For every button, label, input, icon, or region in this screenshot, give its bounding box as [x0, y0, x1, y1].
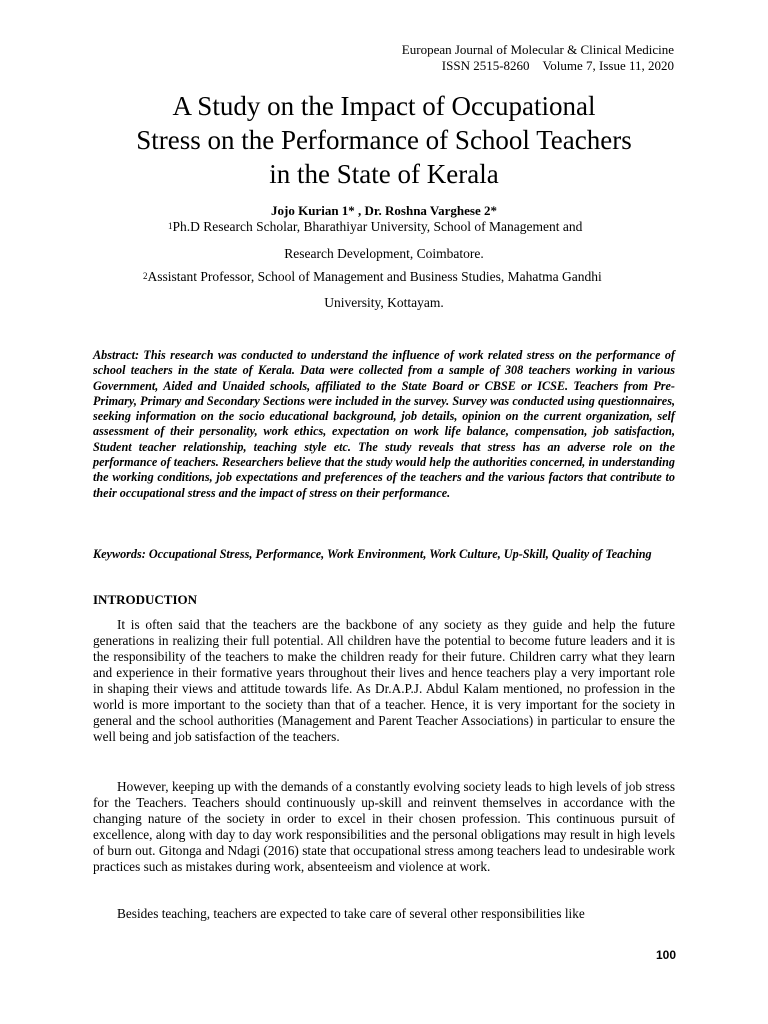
keywords: Keywords: Occupational Stress, Performance, Work Environment, Work Culture, Up-Skill, Quality of Teaching — [93, 547, 652, 561]
issn: ISSN 2515-8260 — [441, 58, 530, 73]
abstract: Abstract: This research was conducted to understand the influence of work related stress on the performance of school teachers in the state of Kerala. Data were collected from a sample of 308 teachers working in various Government, Aided and Unaided schools, affiliated to the State Board or CBSE or ICSE. Teachers from Pre-Primary, Primary and Secondary Sections were included in the survey. Survey was conducted using questionnaires, seeking information on the socio educational background, job details, opinion on the current organization, self assessment of their personality, work ethics, expectation on work life balance, compensation, job satisfaction, Student teacher relationship, teaching style etc. The study reveals that stress has an adverse role on the performance of teachers. Researchers believe that the study would help the authorities concerned, in understanding the working conditions, job expectations and preferences of the teachers and the various factors that contribute to their occupational stress and the impact of stress on their performance. — [93, 348, 675, 500]
title-line-2: Stress on the Performance of School Teachers — [136, 125, 632, 155]
running-header — [402, 42, 674, 74]
title-line-3: in the State of Kerala — [269, 159, 499, 189]
affiliation-1-mark: 1 — [168, 221, 173, 231]
section-heading-introduction: INTRODUCTION — [93, 592, 198, 607]
paper-title — [60, 89, 708, 191]
affiliation-1-line-2: Research Development, Coimbatore. — [284, 246, 484, 261]
affiliation-2-line-2: University, Kottayam. — [324, 295, 444, 310]
journal-name: European Journal of Molecular & Clinical Medicine — [401, 42, 674, 57]
affiliation-1-text: Ph.D Research Scholar, Bharathiyar University, School of Management and — [172, 219, 583, 234]
title-line-1: A Study on the Impact of Occupational — [172, 91, 596, 121]
affiliation-2-text: Assistant Professor, School of Management and Business Studies, Mahatma Gandhi — [147, 269, 602, 284]
paragraph-2: However, keeping up with the demands of a constantly evolving society leads to high levels of job stress for the Teachers. Teachers should continuously up-skill and reinvent themselves in accordance with the changing nature of the society in order to excel in their chosen profession. This continuous pursuit of excellence, along with day to day work responsibilities and the personal obligations may result in high levels of burn out. Gitonga and Ndagi (2016) state that occupational stress among teachers lead to undesirable work practices such as mistakes during work, absenteeism and violence at work. — [93, 779, 675, 874]
affiliation-1-line-1 — [168, 218, 582, 236]
issn-volume — [402, 58, 674, 74]
paragraph-3: Besides teaching, teachers are expected to take care of several other responsibilities like — [117, 906, 585, 921]
page-number: 100 — [655, 948, 676, 962]
affiliation-2-mark: 2 — [143, 271, 148, 281]
author-list: Jojo Kurian 1* , Dr. Roshna Varghese 2* — [271, 203, 497, 218]
volume-issue: Volume 7, Issue 11, 2020 — [542, 58, 674, 73]
paragraph-1: It is often said that the teachers are the backbone of any society as they guide and help the future generations in realizing their full potential. All children have the potential to become future leaders and it is the responsibility of the teachers to make the children ready for their future. Children carry what they learn and experience in their formative years throughout their lives and hence teachers play a very important role in shaping their views and attitude towards life. As Dr.A.P.J. Abdul Kalam mentioned, no profession in the world is more important to the society than that of a teacher. Hence, it is very important for the society in general and the school authorities (Management and Parent Teacher Associations) in particular to ensure the well being and job satisfaction of the teachers. — [93, 617, 675, 744]
affiliation-2-line-1 — [143, 268, 602, 286]
